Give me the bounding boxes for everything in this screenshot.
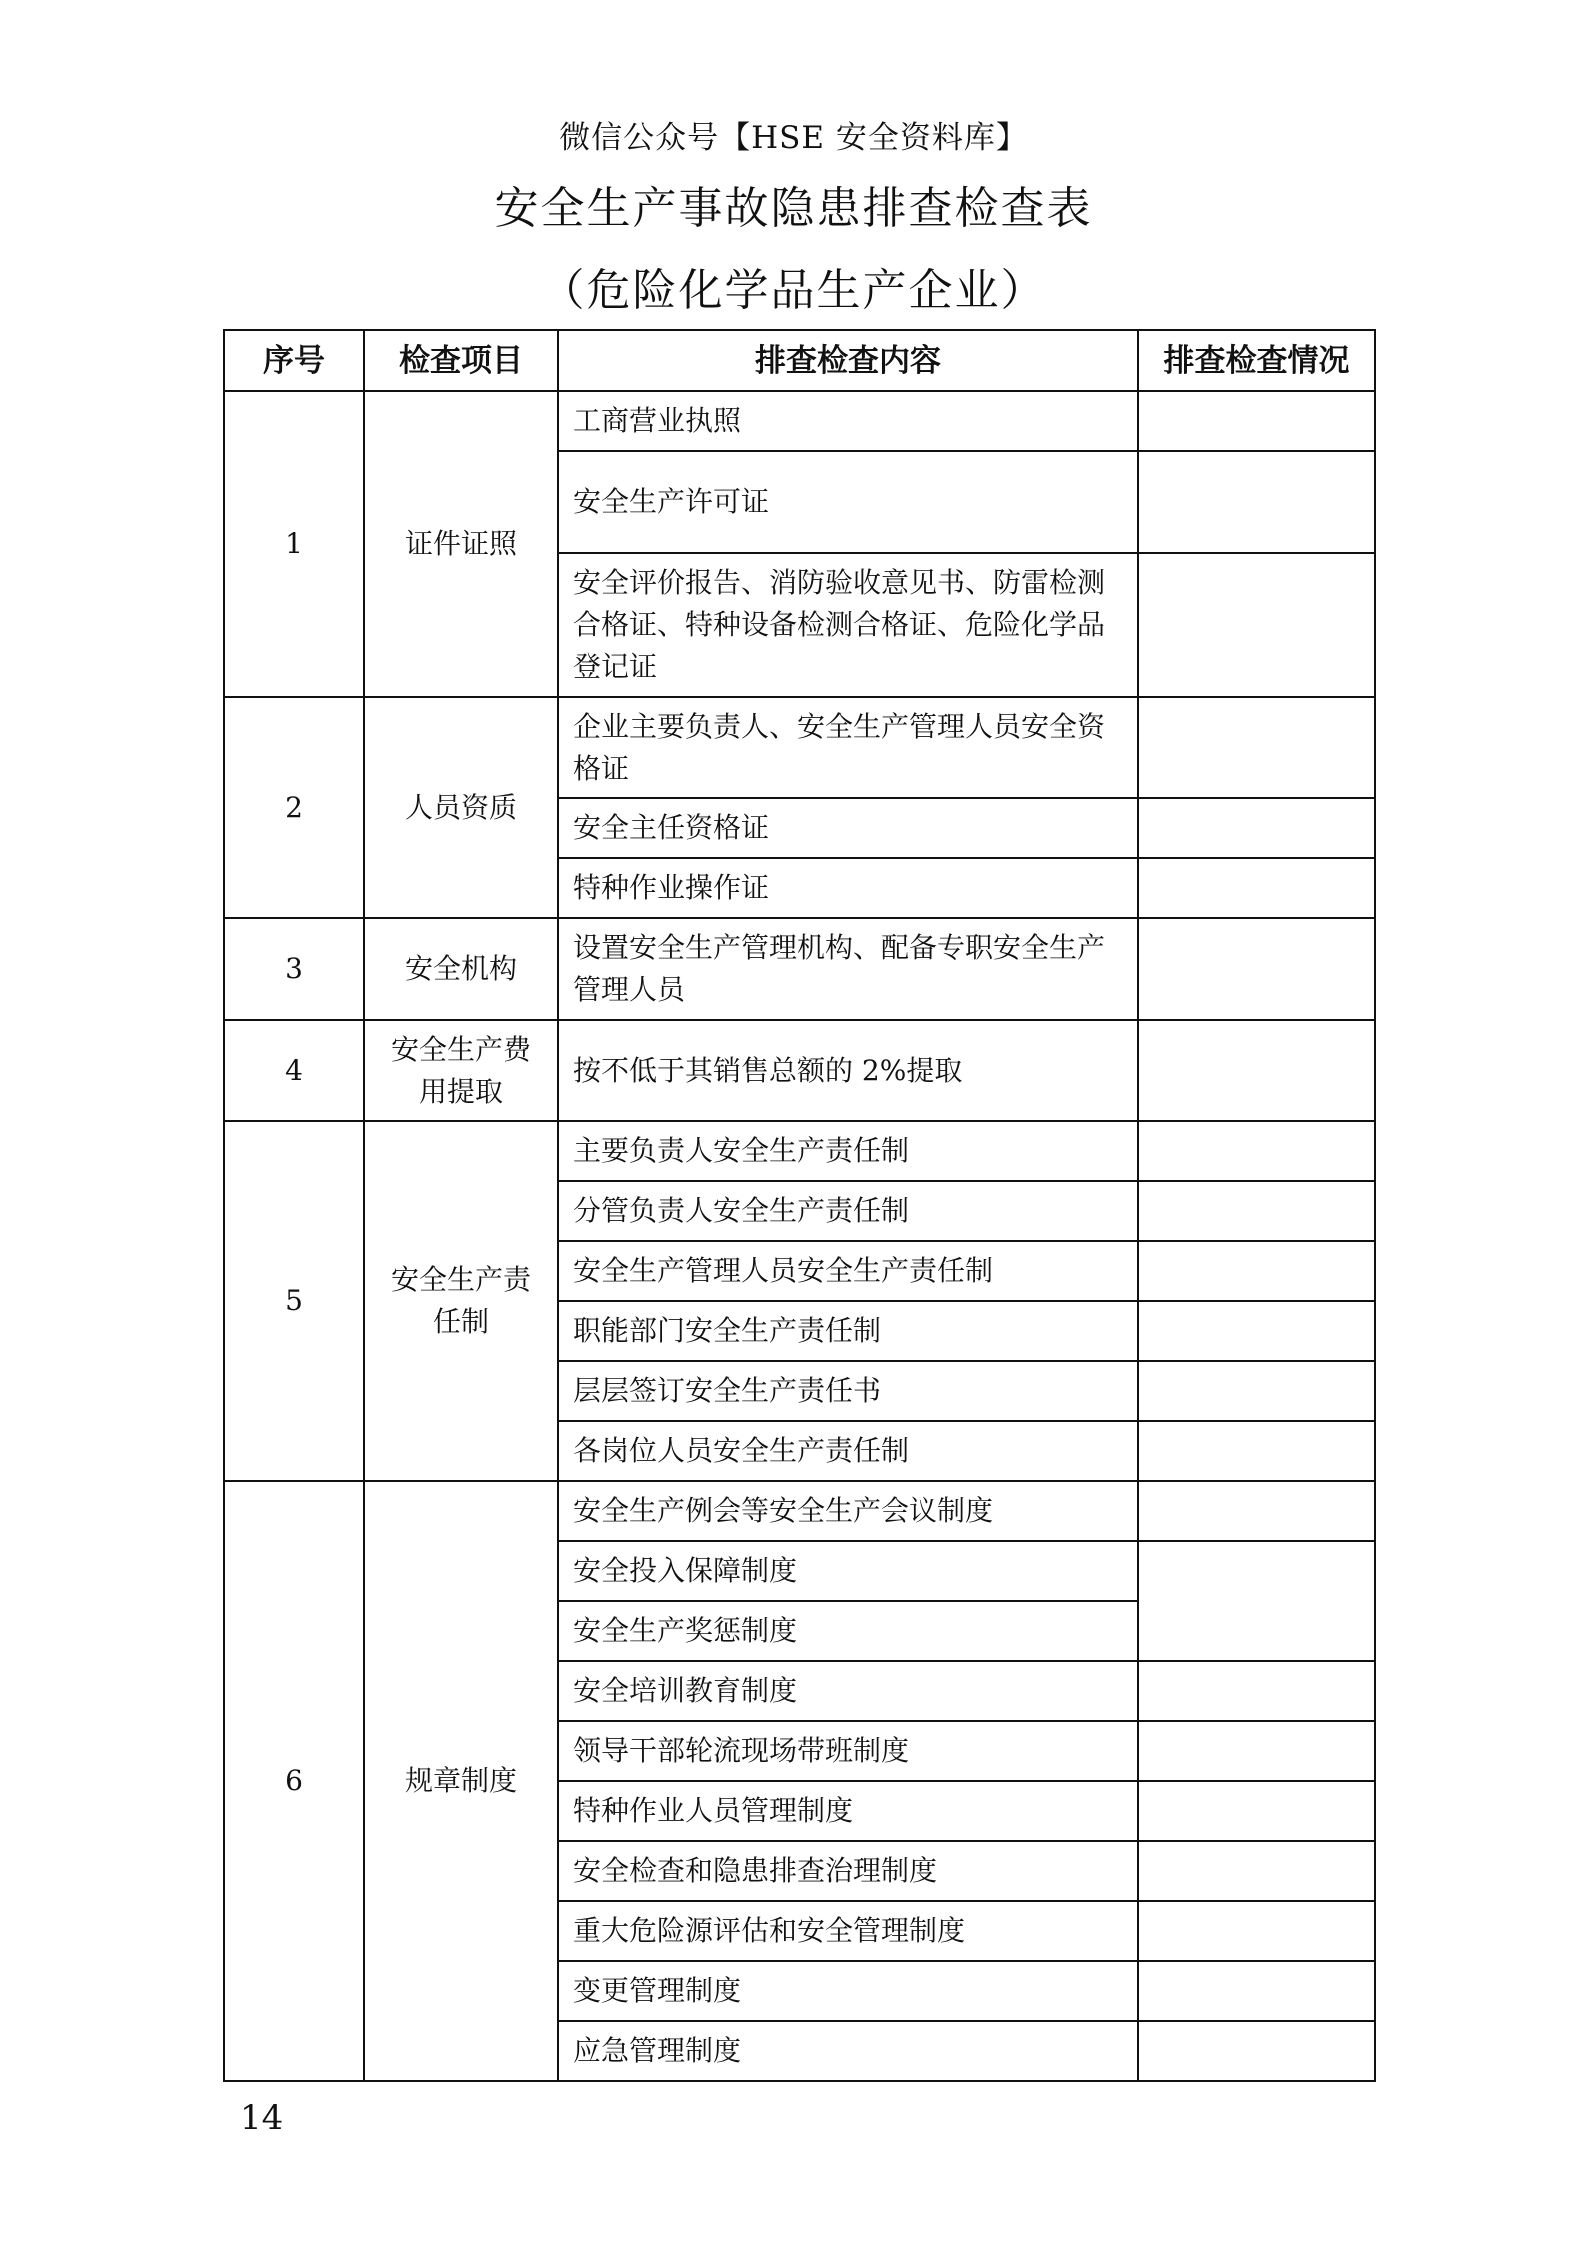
row-content: 层层签订安全生产责任书 [558, 1361, 1138, 1421]
status-cell[interactable] [1138, 1361, 1375, 1421]
status-cell[interactable] [1138, 391, 1375, 451]
status-cell[interactable] [1138, 1241, 1375, 1301]
row-no: 6 [224, 1481, 364, 2081]
table-row [224, 391, 1375, 451]
status-cell[interactable] [1138, 1481, 1375, 1541]
row-content: 安全主任资格证 [558, 798, 1138, 858]
status-cell[interactable] [1138, 1841, 1375, 1901]
status-cell[interactable] [1138, 697, 1375, 798]
row-content: 安全投入保障制度 [558, 1541, 1138, 1601]
table-header-row [224, 330, 1375, 391]
row-content: 安全评价报告、消防验收意见书、防雷检测合格证、特种设备检测合格证、危险化学品登记证 [558, 553, 1138, 697]
status-cell[interactable] [1138, 1020, 1375, 1121]
row-content: 企业主要负责人、安全生产管理人员安全资格证 [558, 697, 1138, 798]
row-item: 证件证照 [364, 391, 558, 697]
row-content: 安全生产管理人员安全生产责任制 [558, 1241, 1138, 1301]
status-cell[interactable] [1138, 1661, 1375, 1721]
row-no: 1 [224, 391, 364, 697]
row-content: 特种作业人员管理制度 [558, 1781, 1138, 1841]
status-cell[interactable] [1138, 1961, 1375, 2021]
row-content: 按不低于其销售总额的 2%提取 [558, 1020, 1138, 1121]
status-cell[interactable] [1138, 1121, 1375, 1181]
table-row [224, 697, 1375, 798]
row-item: 安全机构 [364, 918, 558, 1020]
row-item: 安全生产费用提取 [364, 1020, 558, 1121]
row-content: 工商营业执照 [558, 391, 1138, 451]
status-cell[interactable] [1138, 1181, 1375, 1241]
row-item: 规章制度 [364, 1481, 558, 2081]
status-cell[interactable] [1138, 1781, 1375, 1841]
table-row [224, 918, 1375, 1020]
table-row [224, 1020, 1375, 1121]
row-content: 安全生产奖惩制度 [558, 1601, 1138, 1661]
row-content: 变更管理制度 [558, 1961, 1138, 2021]
row-no: 3 [224, 918, 364, 1020]
document-title: 安全生产事故隐患排查检查表 [494, 183, 1093, 234]
row-content: 重大危险源评估和安全管理制度 [558, 1901, 1138, 1961]
status-cell[interactable] [1138, 798, 1375, 858]
header-item: 检查项目 [364, 330, 558, 391]
status-cell[interactable] [1138, 1301, 1375, 1361]
row-content: 职能部门安全生产责任制 [558, 1301, 1138, 1361]
row-content: 安全检查和隐患排查治理制度 [558, 1841, 1138, 1901]
row-no: 5 [224, 1121, 364, 1481]
header-content: 排查检查内容 [558, 330, 1138, 391]
status-cell[interactable] [1138, 1421, 1375, 1481]
status-cell[interactable] [1138, 1541, 1375, 1661]
row-content: 安全培训教育制度 [558, 1661, 1138, 1721]
status-cell[interactable] [1138, 2021, 1375, 2081]
row-content: 设置安全生产管理机构、配备专职安全生产管理人员 [558, 918, 1138, 1020]
header-note: 微信公众号【HSE 安全资料库】 [559, 120, 1028, 156]
row-content: 主要负责人安全生产责任制 [558, 1121, 1138, 1181]
table-row [224, 1481, 1375, 1541]
status-cell[interactable] [1138, 553, 1375, 697]
row-content: 安全生产许可证 [558, 451, 1138, 553]
row-content: 分管负责人安全生产责任制 [558, 1181, 1138, 1241]
status-cell[interactable] [1138, 1721, 1375, 1781]
table-row [224, 1121, 1375, 1181]
header-no: 序号 [224, 330, 364, 391]
status-cell[interactable] [1138, 918, 1375, 1020]
row-no: 4 [224, 1020, 364, 1121]
row-item: 人员资质 [364, 697, 558, 918]
row-content: 应急管理制度 [558, 2021, 1138, 2081]
status-cell[interactable] [1138, 858, 1375, 918]
header-status: 排查检查情况 [1138, 330, 1375, 391]
document-subtitle: （危险化学品生产企业） [540, 265, 1047, 316]
row-content: 领导干部轮流现场带班制度 [558, 1721, 1138, 1781]
row-content: 特种作业操作证 [558, 858, 1138, 918]
row-item: 安全生产责任制 [364, 1121, 558, 1481]
status-cell[interactable] [1138, 1901, 1375, 1961]
row-no: 2 [224, 697, 364, 918]
inspection-table [223, 329, 1376, 2082]
page-number: 14 [240, 2098, 284, 2138]
row-content: 各岗位人员安全生产责任制 [558, 1421, 1138, 1481]
status-cell[interactable] [1138, 451, 1375, 553]
row-content: 安全生产例会等安全生产会议制度 [558, 1481, 1138, 1541]
